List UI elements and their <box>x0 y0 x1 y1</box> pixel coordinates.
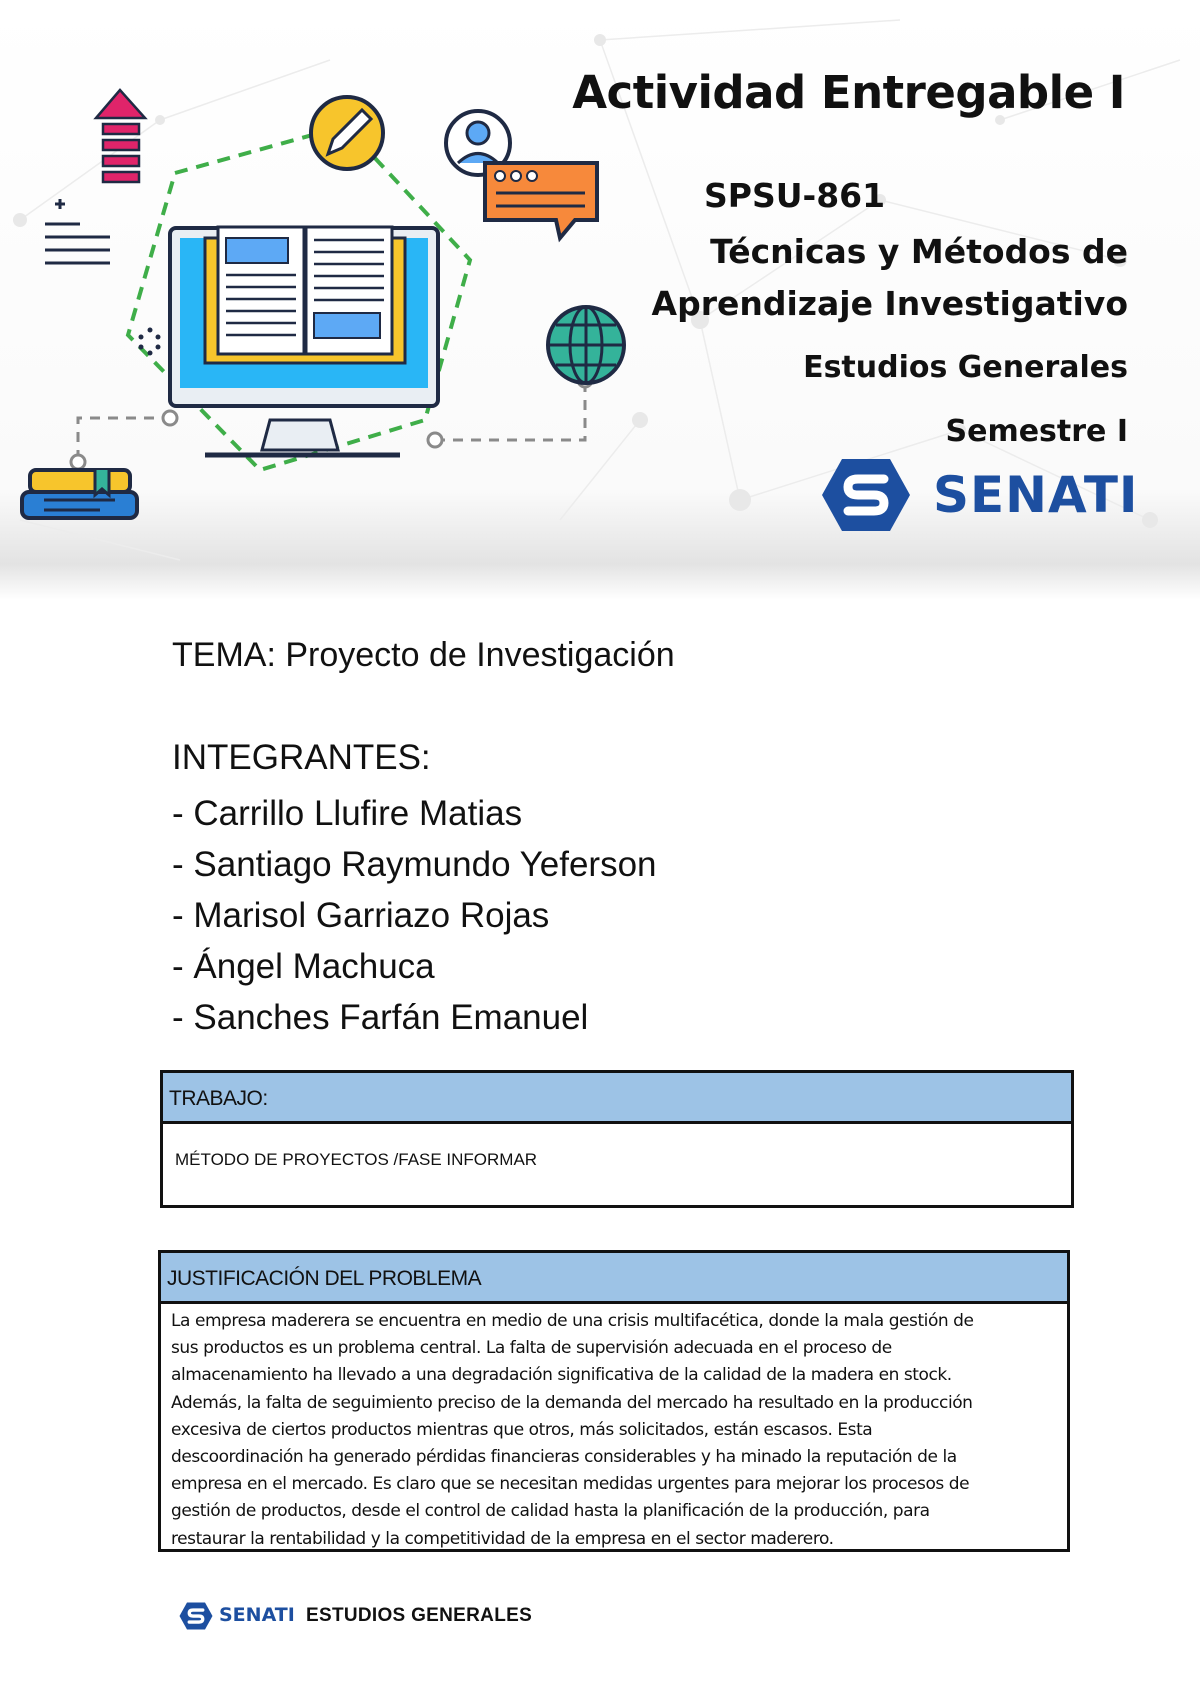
semester: Semestre I <box>945 414 1128 449</box>
footer-label: ESTUDIOS GENERALES <box>306 1605 533 1626</box>
course-name-line-1: Técnicas y Métodos de <box>710 232 1128 271</box>
text-line: La empresa maderera se encuentra en medio de una crisis multifacética, donde la mala gestión de <box>171 1311 974 1331</box>
list-item: - Sanches Farfán Emanuel <box>172 998 589 1037</box>
text-line: empresa en el mercado. Es claro que se necesitan medidas urgentes para mejorar los procesos de <box>171 1474 970 1495</box>
list-item: - Marisol Garriazo Rojas <box>172 896 550 935</box>
books-stack-icon <box>22 470 137 518</box>
senati-logo-icon <box>820 455 912 535</box>
text-line: gestión de productos, desde el control de calidad hasta la planificación de la producción, para <box>171 1501 930 1522</box>
monitor-book-icon <box>170 227 438 455</box>
trabajo-label: TRABAJO: <box>163 1073 1071 1124</box>
trabajo-value: MÉTODO DE PROYECTOS /FASE INFORMAR <box>175 1150 538 1169</box>
cover-header <box>0 0 1200 600</box>
text-line: almacenamiento ha llevado a una degradación significativa de la calidad de la madera en stock. <box>171 1365 952 1386</box>
course-name <box>652 226 1128 330</box>
course-name-line-2: Aprendizaje Investigativo <box>651 284 1128 323</box>
upload-arrow-icon <box>96 90 145 182</box>
list-item: - Carrillo Llufire Matias <box>172 794 523 833</box>
department: Estudios Generales <box>803 350 1128 385</box>
education-illustration <box>0 0 650 540</box>
list-item: - Santiago Raymundo Yeferson <box>172 845 657 884</box>
footer-senati-text: SENATI <box>219 1604 295 1626</box>
course-code: SPSU-861 <box>704 176 886 215</box>
document-title: Actividad Entregable I <box>572 66 1125 119</box>
trabajo-box <box>160 1070 1074 1208</box>
text-line: restaurar la rentabilidad y la competitividad de la empresa en el sector maderero. <box>171 1528 834 1549</box>
text-lines-icon <box>45 199 110 263</box>
integrantes-heading: INTEGRANTES: <box>172 738 431 777</box>
justificacion-text <box>161 1304 1067 1553</box>
senati-logo-text: SENATI <box>933 466 1139 524</box>
globe-icon <box>548 307 624 383</box>
text-line: descoordinación ha generado pérdidas financieras considerables y ha minado la reputación de la <box>171 1447 957 1468</box>
text-line: Además, la falta de seguimiento preciso de la demanda del mercado ha resultado en la producción <box>171 1392 973 1413</box>
justificacion-box <box>158 1250 1070 1552</box>
pencil-icon <box>311 97 383 169</box>
tema-heading: TEMA: Proyecto de Investigación <box>172 636 675 674</box>
members-list <box>172 788 657 1043</box>
list-item: - Ángel Machuca <box>172 947 435 986</box>
text-line: sus productos es un problema central. La falta de supervisión adecuada en el proceso de <box>171 1338 892 1359</box>
justificacion-label: JUSTIFICACIÓN DEL PROBLEMA <box>161 1253 1067 1304</box>
chat-bubble-icon <box>485 163 597 238</box>
footer-senati-logo-icon <box>178 1601 214 1631</box>
text-line: excesiva de ciertos productos mientras que otros, más solicitados, están escasos. Esta <box>171 1419 873 1440</box>
